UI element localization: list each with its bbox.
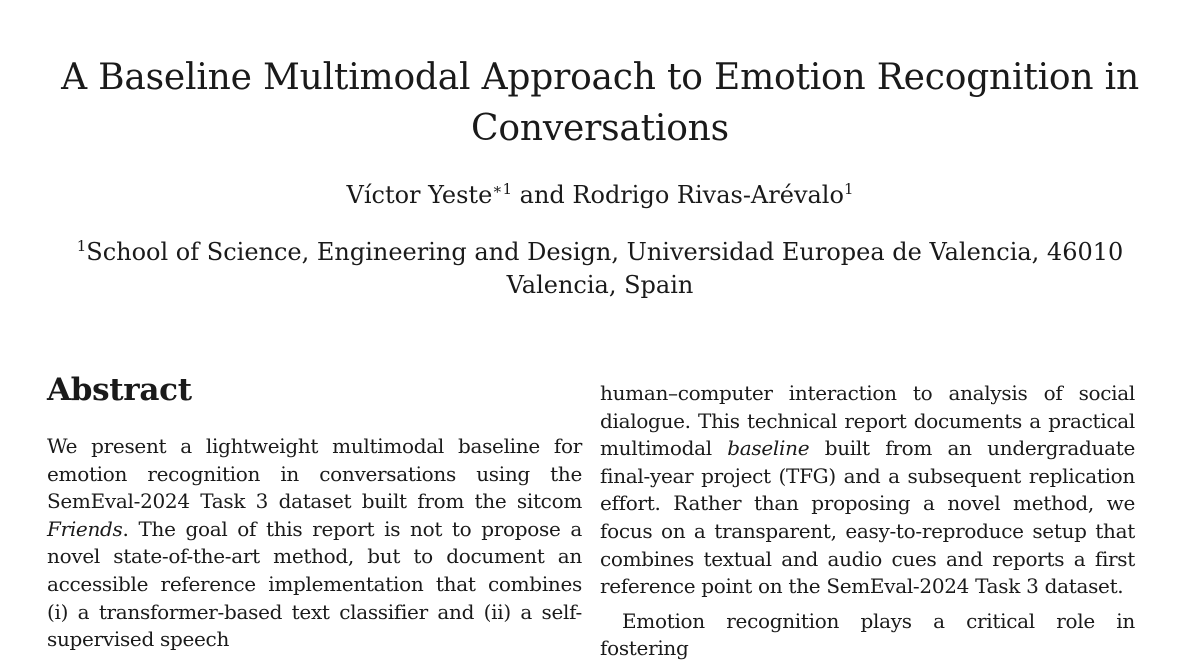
author-superscript: ∗1 — [492, 180, 513, 198]
abstract-heading: Abstract — [47, 372, 192, 408]
abstract-emphasis: Friends — [47, 516, 123, 541]
affiliation — [60, 236, 1140, 302]
paper-title: A Baseline Multimodal Approach to Emotion Recognition in Conversations — [61, 57, 1139, 149]
author-name: Rodrigo Rivas-Arévalo — [572, 181, 844, 209]
affiliation-text: School of Science, Engineering and Design, Universidad Europea de Valencia, 46010 Valencia, Spain — [86, 238, 1124, 299]
author-connector: and — [512, 181, 573, 209]
body-text: built from an undergraduate final-year project (TFG) and a subsequent replication effort. Rather than proposing a novel method, we focus on a transparent, easy-to-reproduce setup that combines textual and audio cues and reports a first reference point on the SemEval-2024 Task 3 dataset. — [600, 436, 1135, 599]
abstract-paragraph — [47, 433, 582, 654]
body-paragraph: Emotion recognition plays a critical role in fostering — [600, 608, 1135, 661]
author-line — [0, 180, 1200, 210]
left-column — [47, 370, 582, 654]
body-paragraph — [600, 380, 1135, 601]
affiliation-superscript: 1 — [76, 237, 87, 255]
right-column — [600, 380, 1135, 663]
body-text: human–computer interaction to analysis of social dialogue. This technical report documents a practical multimodal — [600, 381, 1135, 461]
author-name: Víctor Yeste — [346, 181, 493, 209]
abstract-text: . The goal of this report is not to propose a novel state-of-the-art method, but to document an accessible reference implementation that combines (i) a transformer-based text classifier and (ii) a self-supervised speech — [47, 516, 582, 652]
abstract-text: We present a lightweight multimodal baseline for emotion recognition in conversations using the SemEval-2024 Task 3 dataset built from the sitcom — [47, 434, 582, 514]
body-emphasis: baseline — [727, 436, 810, 461]
author-superscript: 1 — [843, 180, 854, 198]
